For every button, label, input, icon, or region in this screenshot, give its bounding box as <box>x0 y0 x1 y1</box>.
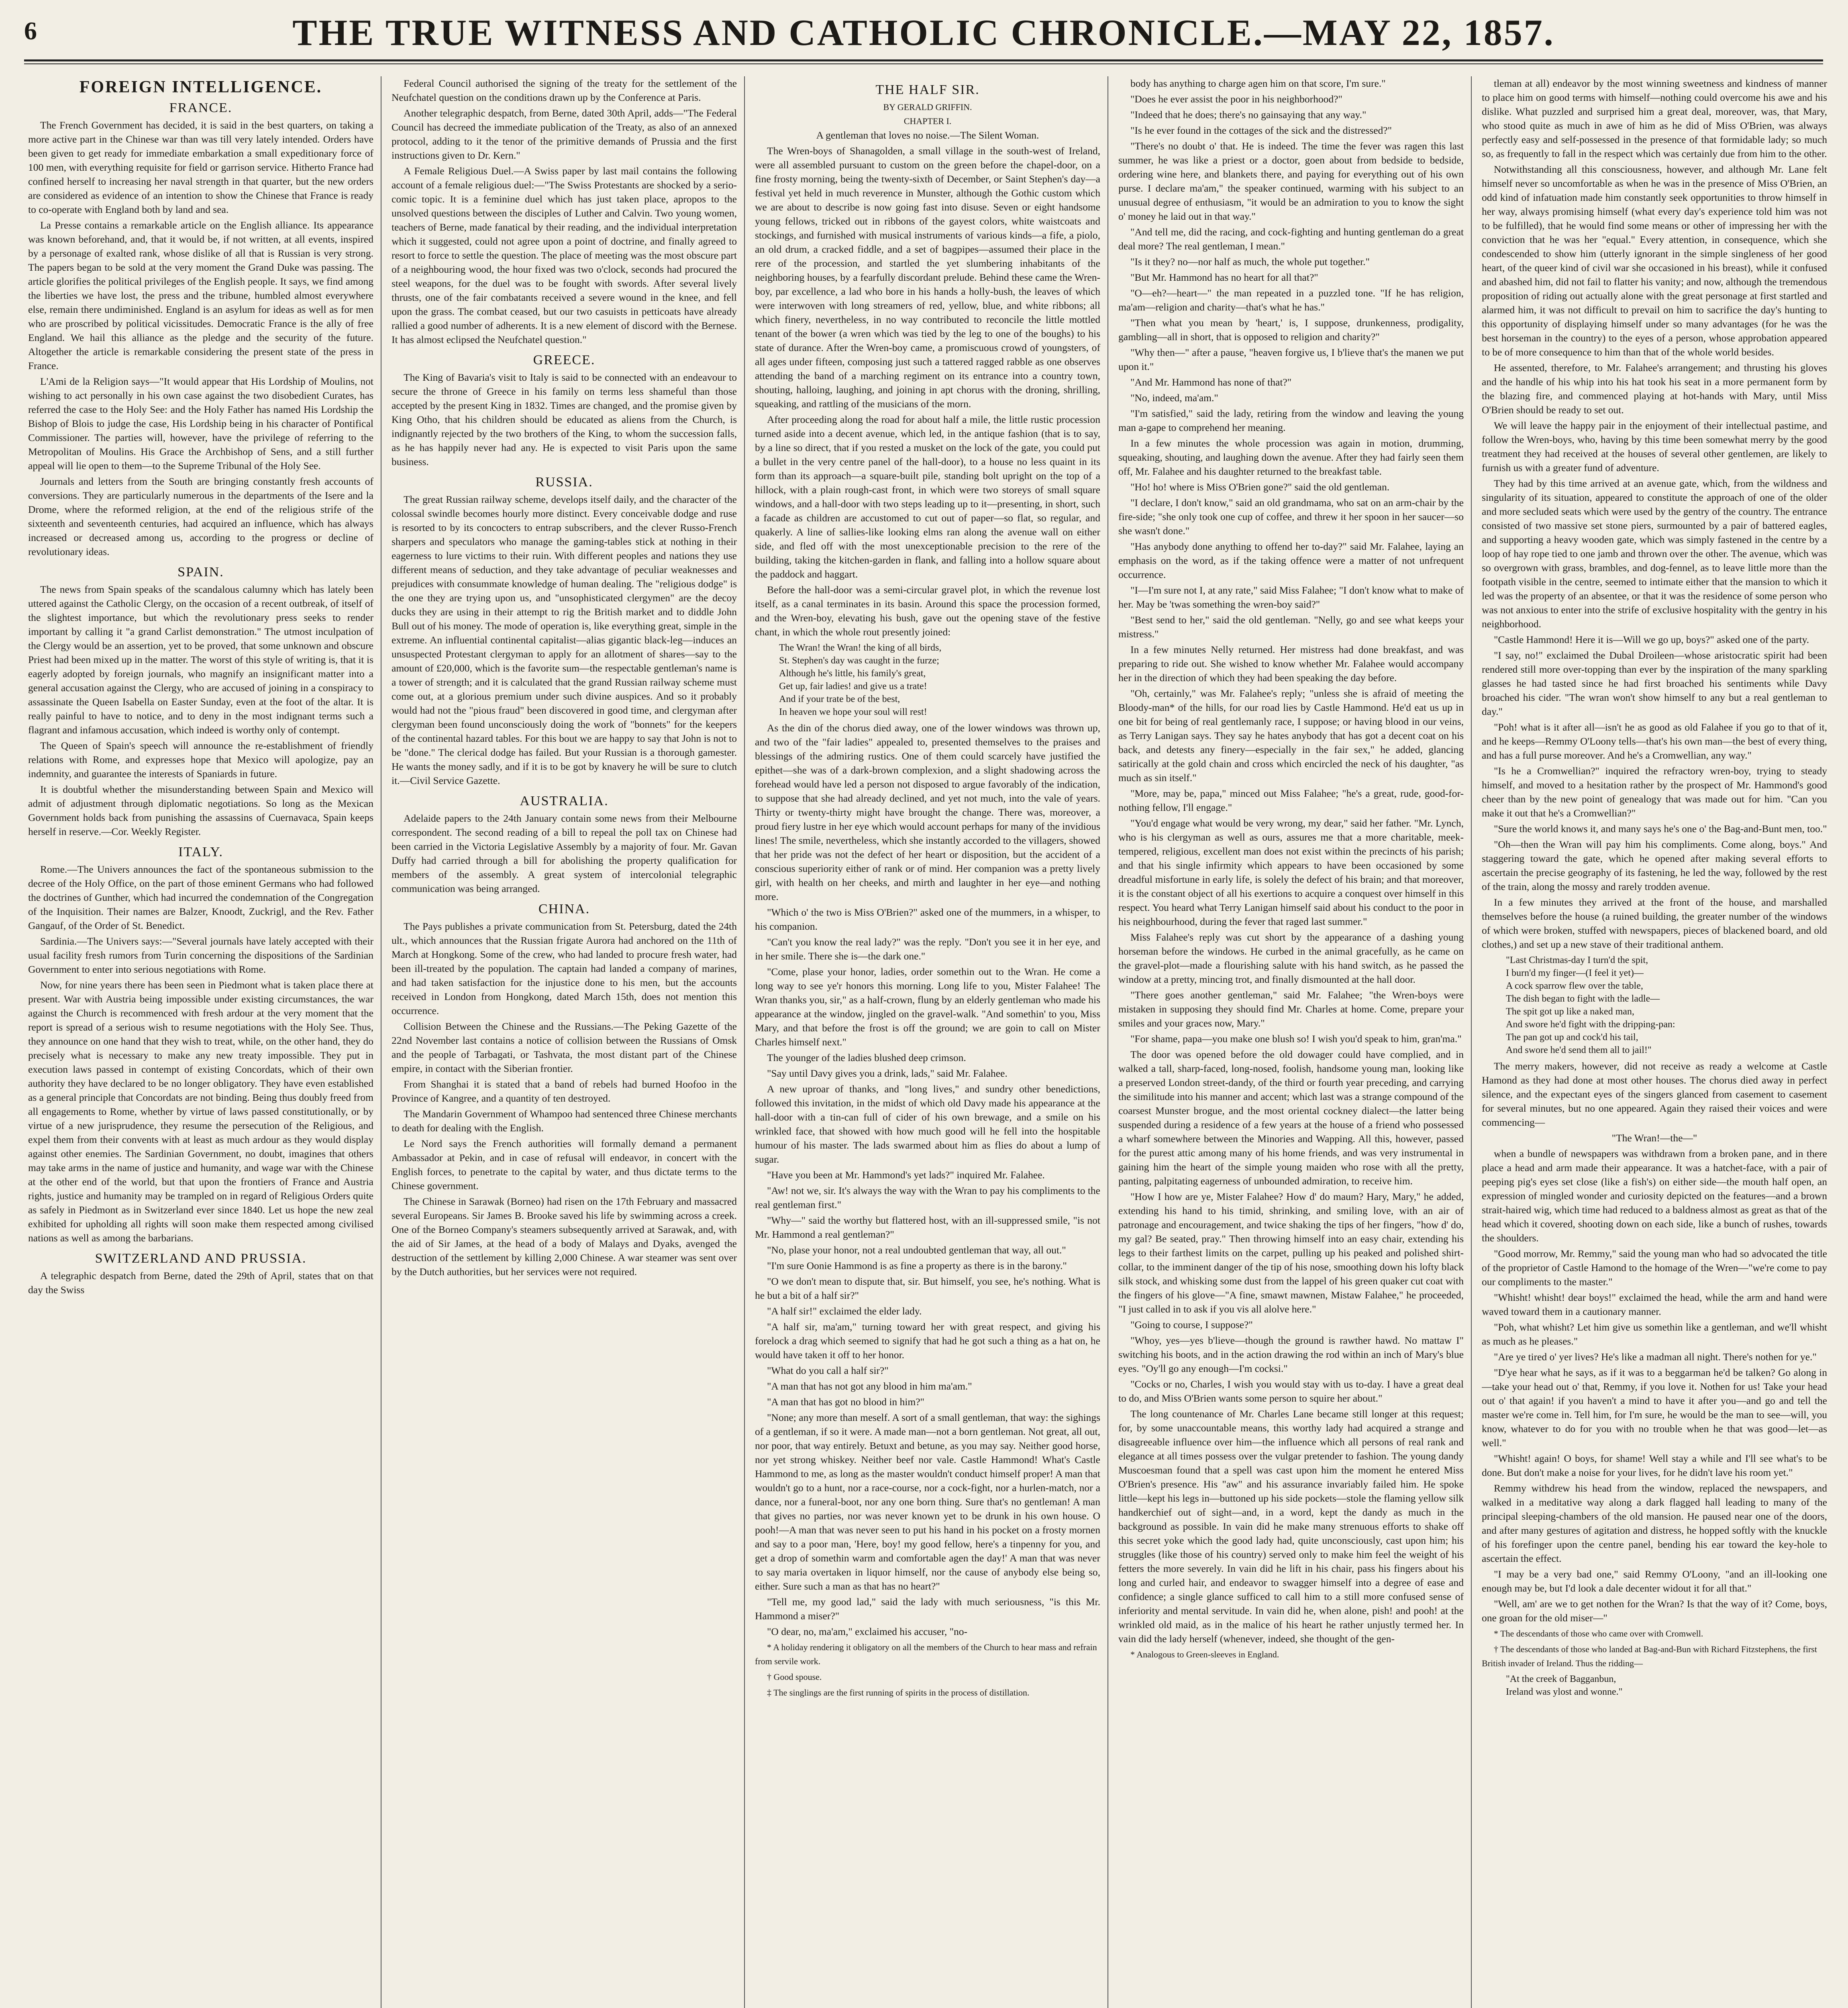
column-4 <box>1118 76 1464 2008</box>
footnote-verse <box>1498 1673 1811 1698</box>
paragraph: "Why then—" after a pause, "heaven forgive us, I b'lieve that's the manen we put upon it." <box>1118 347 1464 372</box>
heading-spain: SPAIN. <box>177 565 224 580</box>
paragraph: "O—eh?—heart—" the man repeated in a puzzled tone. "If he has religion, ma'am—religion and charity—that's what he has." <box>1118 287 1464 313</box>
paragraph: Le Nord says the French authorities will formally demand a permanent Ambassador at Pekin, and in case of refusal will endeavor, in concert with the English forces, to penetrate to the capital by water, and thus dictate terms to the Chinese government. <box>392 1138 737 1192</box>
paragraph: As the din of the chorus died away, one of the lower windows was thrown up, and two of the "fair ladies" appealed to, presented themselves to the praises and blessings of the admiring rustics. One of them could scarcely have justified the epithet—she was of a dark-brown complexion, and a slight shadowing across the forehead would have led a person not disposed to argue favorably of the indication, to suppose that she had already declined, and yet not much, into the vale of years. Thirty or twenty-thirty might have brought the change. There was, moreover, a proud fiery lustre in her eye which would account perhaps for many of the invidious lines! The smile, nevertheless, which she instantly accorded to the villagers, showed that her pride was not the defect of her heart or disposition, but the accident of a conscious superiority either of rank or of mind. Her companion was a pretty lively girl, with health on her cheeks, and mirth and laughter in her eye—and nothing more. <box>755 722 1100 902</box>
paragraph: The younger of the ladies blushed deep crimson. <box>767 1052 966 1063</box>
paragraph: "I declare, I don't know," said an old grandmama, who sat on an arm-chair by the fire-side; "she only took one cup of coffee, and threw it her spoon in her saucer—so she wasn't done." <box>1118 497 1464 537</box>
column-3 <box>755 76 1100 2008</box>
paragraph: "How I how are ye, Mister Falahee? How d' do maum? Hary, Mary," he added, extending his hand to his timid, shrinking, and smiling love, with an air of patronage and encouragement, and twice shaking the tips of her fingers, "how d' do, my gal? Be seated, pray." Then throwing himself into an easy chair, extending his legs to their farthest limits on the carpet, pulling up his peaked and polished shirt-collar, to the imminent danger of the tip of his nose, smoothing down his lofty black silk stock, and whisking some dust from the lappel of his green quaker cut coat with the fingers of his glove—"A fine, smawt mawnen, Mistaw Falahee," he proceeded, "I just called in to ask if you vis all alolve here." <box>1118 1191 1464 1315</box>
verse-line: I burn'd my finger—(I feel it yet)— <box>1506 968 1644 978</box>
paragraph: "Going to course, I suppose?" <box>1130 1319 1253 1331</box>
paragraph: "Poh! what is it after all—isn't he as good as old Falahee if you go to that of it, and he keeps—Remmy O'Loony tells—that's his own man—the best of every thing, and has a full purse moreover. And he's a Cromwellian, any way." <box>1482 721 1827 761</box>
paragraph: when a bundle of newspapers was withdrawn from a broken pane, and in there place a head and arm made their appearance. It was a hatchet-face, with a pair of peeping pig's eyes set close (like a fish's) on either side—the mouth half open, an expression of mingled wonder and curiosity depicted on the features—and a brown strait-haired wig, which time had reduced to a baldness almost as great as that of the head which it covered, shooting down on each side, like a bunch of rushes, towards the shoulders. <box>1482 1148 1827 1244</box>
paragraph: In a few minutes Nelly returned. Her mistress had done breakfast, and was preparing to ride out. She wished to know whether Mr. Falahee would accompany her in the direction of which they had been speaking the day before. <box>1118 644 1464 684</box>
section-heading-foreign-intelligence: FOREIGN INTELLIGENCE. <box>79 78 322 96</box>
paragraph: The Queen of Spain's speech will announce the re-establishment of friendly relations with Rome, and expresses hope that Mexico will apologize, pay an indemnity, and guarantee the interests of Spaniards in future. <box>28 740 373 780</box>
paragraph: "O we don't mean to dispute that, sir. But himself, you see, he's nothing. What is he but a bit of a half sir?" <box>755 1275 1100 1301</box>
paragraph: Federal Council authorised the signing of the treaty for the settlement of the Neufchatel question on the conditions drawn up by the Conference at Paris. <box>392 78 737 103</box>
paragraph: tleman at all) endeavor by the most winning sweetness and kindness of manner to place him on good terms with himself—nothing could overcome his awe and his dislike. What puzzled and surprised him a great deal, moreover, was, that Mary, who stood quite as much in awe of him as he did of Miss O'Brien, was always perfectly easy and self-possessed in the presence of that formidable lady; so much so, as frequently to fall in the respect which was certainly due from him to the other. <box>1482 78 1827 159</box>
paragraph: "More, may be, papa," minced out Miss Falahee; "he's a great, rude, good-for-nothing fellow, I'll engage." <box>1118 788 1464 813</box>
paragraph: Sardinia.—The Univers says:—"Several journals have lately accepted with their usual facility fresh rumors from Turin concerning the dispositions of the Sardinian Government to enter into serious negotiations with Rome. <box>28 935 373 975</box>
heading-china: CHINA. <box>538 902 590 916</box>
story-byline: BY GERALD GRIFFIN. <box>883 102 972 112</box>
verse-line: Ireland was ylost and wonne." <box>1506 1687 1623 1697</box>
paragraph: Notwithstanding all this consciousness, however, and although Mr. Lane felt himself never so uncomfortable as when he was in the presence of Miss O'Brien, an odd kind of infatuation made him constantly seek opportunities to throw himself in her way, always promising himself (what every day's experience told him was not to be fulfilled), that he would find some means or other of impressing her with the conviction that he was her "equal." Every attention, in consequence, which she condescended to show him (utterly ignorant in the simple singleness of her good heart, of the queer kind of civil war she occasioned in his breast), while it confused and abashed him, did not fail to flatter his vanity; and now, although the tremendous proposition of riding out actually alone with the great personage at first startled and alarmed him, it was not difficult to prevail on him to sacrifice the day's hunting to this opportunity of displaying himself under so many advantages (for he was the best horseman in the country) to the eyes of a person, whose approbation appeared to be of more consequence to him than that of the whole world besides. <box>1482 163 1827 358</box>
verse-line: A cock sparrow flew over the table, <box>1506 981 1643 991</box>
paragraph: The Mandarin Government of Whampoo had sentenced three Chinese merchants to death for dealing with the English. <box>392 1108 737 1134</box>
paragraph: "Is he a Cromwellian?" inquired the refractory wren-boy, trying to steady himself, and moved to a hesitation rather by the prospect of Mr. Hammond's good cheer than by the new point of genealogy that was made out for him. "Can you make it out that he's a Cromwellian?" <box>1482 765 1827 819</box>
verse-christmas-song <box>1498 954 1811 1057</box>
paragraph: "Say until Davy gives you a drink, lads," said Mr. Falahee. <box>767 1067 1008 1079</box>
paragraph: A telegraphic despatch from Berne, dated the 29th of April, states that on that day the Swiss <box>28 1270 373 1296</box>
paragraph: "Come, plase your honor, ladies, order somethin out to the Wran. He come a long way to see ye'r honors this morning. Long life to you, Mister Falahee! The Wran thanks you, sir," as a half-crown, flung by an elderly gentleman who made his appearance at the window, jingled on the gravel-walk. "And somethin' to you, Miss Mary, and that before the frost is off the ground; we are goin to call on Mister Charles himself next." <box>755 966 1100 1048</box>
paragraph: "Best send to her," said the old gentleman. "Nelly, go and see what keeps your mistress." <box>1118 614 1464 640</box>
paragraph: "I may be a very bad one," said Remmy O'Loony, "and an ill-looking one enough may be, but I'd look a dale decenter widout it for all that." <box>1482 1568 1827 1594</box>
paragraph: Journals and letters from the South are bringing constantly fresh accounts of conversions. They are particularly numerous in the departments of the Isere and la Drome, where the reformed religion, at the end of the religious strife of the sixteenth and seventeenth centuries, had acquired an influence, which has always increased or decreased among us, according to the progress or decline of revolutionary ideas. <box>28 475 373 557</box>
paragraph: It is doubtful whether the misunderstanding between Spain and Mexico will admit of adjustment through diplomatic negotiations. So long as the Mexican Government holds back from punishing the assassins of Cuernavaca, Spain keeps herself in reserve.—Cor. Weekly Register. <box>28 784 373 837</box>
footnote: * Analogous to Green-sleeves in England. <box>1130 1649 1279 1659</box>
paragraph: "And tell me, did the racing, and cock-fighting and hunting gentleman do a great deal more? The real gentleman, I mean." <box>1118 226 1464 252</box>
verse-line: The Wran! the Wran! the king of all birds, <box>779 643 942 653</box>
paragraph: A new uproar of thanks, and "long lives," and sundry other benedictions, followed this invitation, in the midst of which old Davy made his appearance at the hall-door with a tin-can full of cider of his own brewage, and a smile on his wrinkled face, that showed with how much good will he fell into the hospitable humour of his master. The lads swarmed about him as flies do about a lump of sugar. <box>755 1083 1100 1165</box>
paragraph: "Are ye tired o' yer lives? He's like a madman all night. There's nothen for ye." <box>1494 1351 1817 1363</box>
masthead <box>24 8 1823 68</box>
paragraph: "Oh—then the Wran will pay him his compliments. Come along, boys." And staggering toward the gate, which he opened after making several efforts to ascertain the precise geography of its fastening, he led the way, followed by the rest of the train, along the mossy and rarely trodden avenue. <box>1482 839 1827 892</box>
paragraph: "D'ye hear what he says, as if it was to a beggarman he'd be talken? Go along in—take your head out o' that, Remmy, if you love it. Nothen for us! Take your head out o' that again! if you haven't a mind to have it after you—and go and tell the master we're come in. Tell him, for I'm sure, he would be the man to see—will, you know, whatever to do for you with no trouble when he that was good—let—as well." <box>1482 1367 1827 1449</box>
verse-line: The dish began to fight with the ladle— <box>1506 994 1660 1004</box>
paragraph: They had by this time arrived at an avenue gate, which, from the wildness and singularity of its situation, appeared to constitute the approach of one of the older and more secluded seats which were used by the gentry of the country. The entrance consisted of two massive set stone piers, surmounted by a pair of battered eagles, and supporting a heavy wooden gate, which was simply fastened in the centre by a loop of hay rope tied to one jamb and thrown over the other. The avenue, which was so overgrown with grass, brambles, and dog-fennel, as to leave little more than the footpath visible in the centre, seemed to intimate either that the mansion to which it led was the property of an absentee, or that it was the residence of some person who was not anxious to enter into the strife of exclusive hospitality with the gentry in his neighborhood. <box>1482 478 1827 630</box>
paragraph: "Sure the world knows it, and many says he's one o' the Bag-and-Bunt men, too." <box>1494 823 1827 835</box>
paragraph: Miss Falahee's reply was cut short by the appearance of a dashing young horseman before the windows. He curbed in the animal gracefully, as he came on the gravel-plot—made a flourishing salute with his hand switch, as he passed the window at a pretty, mincing trot, and finally dismounted at the hall door. <box>1118 931 1464 985</box>
paragraph: "Which o' the two is Miss O'Brien?" asked one of the mummers, in a whisper, to his companion. <box>755 906 1100 932</box>
verse-line: And swore he'd send them all to jail!" <box>1506 1045 1652 1055</box>
chapter-heading: CHAPTER I. <box>904 116 952 126</box>
paragraph: The news from Spain speaks of the scandalous calumny which has lately been uttered against the Catholic Clergy, on the occasion of a recent outbreak, of itself of the slightest importance, but which the revolutionary press seeks to render important by calling it "a grand Carlist demonstration." The utmost inculpation of the Clergy would be an assertion, yet to be proved, that some unknown and obscure Priest had been mixed up in the matter. The worst of this style of writing is, that it is eagerly adopted by foreign journals, who magnify an insignificant matter into a general accusation against the Clergy, who are accused of joining in a conspiracy to assassinate the Queen Isabella on Easter Sunday, even at the foot of the altar. It is really painful to have to notice, and to deny in the most indignant terms such a flagrant and infamous accusation, which indeed is worthy only of contempt. <box>28 584 373 736</box>
footnote: † Good spouse. <box>767 1672 822 1682</box>
heading-italy: ITALY. <box>178 845 223 859</box>
paragraph: "A man that has got no blood in him?" <box>767 1396 924 1408</box>
column-1 <box>28 76 373 2008</box>
heading-switzerland-prussia: SWITZERLAND AND PRUSSIA. <box>95 1251 307 1266</box>
paragraph: "I—I'm sure not I, at any rate," said Miss Falahee; "I don't know what to make of her. May be 'twas something the wren-boy said?" <box>1118 584 1464 610</box>
paragraph: "I say, no!" exclaimed the Dubal Droileen—whose aristocratic spirit had been rendered still more over-topping than ever by the inspiration of the many sparkling glasses he had tasted since he had first broached his sentiments while Davy broached his cider. "The wran won't show himself to any but a real gentleman to day." <box>1482 649 1827 717</box>
paragraph: In a few minutes they arrived at the front of the house, and marshalled themselves before the house (a ruined building, the greater number of the windows of which were broken, stuffed with newspapers, pieces of blackened board, and old clothes,) and set up a new stave of their traditional anthem. <box>1482 896 1827 950</box>
masthead-rule-thin <box>24 63 1823 64</box>
paragraph: "Can't you know the real lady?" was the reply. "Don't you see it in her eye, and in her smile. There she is—the dark one." <box>755 936 1100 962</box>
paragraph: The merry makers, however, did not receive as ready a welcome at Castle Hamond as they had done at most other houses. The chorus died away in perfect silence, and the expectant eyes of the singers glanced from casement to casement for several minutes, but no one appeared. Again they raised their voices and were commencing— <box>1482 1060 1827 1128</box>
paragraph: "O dear, no, ma'am," exclaimed his accuser, "no- <box>767 1626 967 1637</box>
verse-line: Although he's little, his family's great, <box>779 668 926 679</box>
verse-line: Get up, fair ladies! and give us a trate! <box>779 681 927 692</box>
paragraph: "For shame, papa—you make one blush so! I wish you'd speak to him, gran'ma." <box>1130 1033 1462 1045</box>
heading-russia: RUSSIA. <box>535 475 593 490</box>
paragraph: The door was opened before the old dowager could have complied, and in walked a tall, sharp-faced, long-nosed, foolish, handsome young man, looking like a preserved London street-dandy, of the third or fourth year preceding, and carrying the similitude into his manner and accent; which last was a strange compound of the coarsest Munster brogue, and the most oriental cockney dialect—the latter being suspended during a residence of a few years at the house of a friend who possessed a wharf somewhere between the Minories and Wapping. All this, however, passed for the purest attic among many of his home friends, and was very instrumental in gaining him the heart of the simple young maiden who rose with all the pretty, panting, palpitating eagerness of unbounded admiration, to receive him. <box>1118 1049 1464 1187</box>
paragraph: "Does he ever assist the poor in his neighborhood?" <box>1130 93 1342 105</box>
paragraph: "What do you call a half sir?" <box>767 1365 889 1376</box>
paragraph: Now, for nine years there has been seen in Piedmont what is taken place there at present. War with Austria being impossible under existing circumstances, the war against the Church is recommenced with fresh ardour at the very moment that the report is spread of a serious wish to resume negotiations with the Holy See. Thus, they announce on one hand that they wish to treat, while, on the other hand, they do precisely what is necessary to make any new treaty impossible. They put in execution laws passed in contempt of existing Concordats, which of their own authority they have declared to be no longer obligatory. They have even established as a general principle that Concordats are not binding. Being thus doubly freed from all engagements to Rome, whether by virtue of laws passed constitutionally, or by virtue of a new jurisprudence, they resume the persecution of the Religious, and expel them from their convents with at least as much ardour as they would display against other enemies. The Sardinian Government, no doubt, imagines that others may take arms in the name of justice and humanity, and wage war with the Chinese at the other end of the world, but that upon the frontiers of France and Austria rights, justice and humanity may be trampled on in regard of Religious Orders quite as safely in Piedmont as in Switzerland ever since 1840. Let us hope the new zeal exhibited for upholding all rights will soon make them respected among civilised nations as well as among the barbarians. <box>28 979 373 1244</box>
verse-line: The spit got up like a naked man, <box>1506 1006 1634 1017</box>
columns <box>24 76 1827 2008</box>
paragraph: "A man that has not got any blood in him ma'am." <box>767 1380 972 1392</box>
paragraph: The Wren-boys of Shanagolden, a small village in the south-west of Ireland, were all assembled pursuant to custom on the green before the chapel-door, on a fine frosty morning, being the twenty-sixth of December, or Saint Stephen's day—a festival yet held in much reverence in Munster, although the Gothic custom which we are about to describe is now going fast into disuse. Seven or eight handsome young fellows, tricked out in ribbons of the gayest colors, white waistcoats and stockings, and furnished with musical instruments of various kinds—a fife, a piolo, an old drum, a cracked fiddle, and a set of bagpipes—assumed their place in the rere of the procession, and startled the yet slumbering inhabitants of the neighboring houses, by a fearfully discordant prelude. Behind these came the Wren-boy, par excellence, a lad who bore in his hands a holly-bush, the leaves of which were interwoven with long streamers of red, yellow, blue, and white ribbons; all which finery, nevertheless, in no way contributed to reconcile the little mottled tenant of the bower (a wren which was tied by the leg to one of the boughs) to his state of durance. After the Wren-boy came, a promiscuous crowd of youngsters, of all ages under fifteen, composing just such a tattered ragged rabble as one observes attending the band of a marching regiment on its entrance into a country town, shouting, halloing, laughing, and joining in apt chorus with the droning, shrilling, squeaking, and rattling of the musicians of the morn. <box>755 145 1100 410</box>
paragraph: "Good morrow, Mr. Remmy," said the young man who had so advocated the title of the proprietor of Castle Hamond to the homage of the Wren—"we're come to pay our compliments to the master." <box>1482 1248 1827 1288</box>
paragraph: Adelaide papers to the 24th January contain some news from their Melbourne correspondent. The second reading of a bill to repeal the poll tax on Chinese had been carried in the Victoria Legislative Assembly by a majority of four. Mr. Gavan Duffy had carried through a bill for abolishing the property qualification for members of the assembly. A great system of intercolonial telegraphic communication was being arranged. <box>392 812 737 894</box>
verse-line: St. Stephen's day was caught in the furze; <box>779 655 939 666</box>
column-rule <box>744 76 745 2008</box>
heading-greece: GREECE. <box>533 353 596 367</box>
paragraph: After proceeding along the road for about half a mile, the little rustic procession turned aside into a decent avenue, which led, in the antique fashion (that is to say, by a line so direct, that if you rested a musket on the lock of the gate, you could put a bullet in the very centre panel of the hall-door), to a house no less quaint in its form than its approach—a square-built pile, standing bolt upright on the top of a hillock, with a plain rough-cast front, in which were two storeys of small square windows, and a hall-door with two steps leading up to it—presenting, in short, such a facade as children are accustomed to cut out of paper—so flat, so regular, and quakerly. A line of sallies-like looking elms ran along the avenue wall on either side, and fled off with the most unexceptionable precision to the rere of the building, taking the kitchen-garden in flank, and falling into a hollow square about the paddock and haggart. <box>755 414 1100 580</box>
paragraph: "Has anybody done anything to offend her to-day?" said Mr. Falahee, laying an emphasis on the word, as if the taking offence were a matter of not unfrequent occurrence. <box>1118 541 1464 580</box>
paragraph: The long countenance of Mr. Charles Lane became still longer at this request; for, by some unaccountable means, this worthy lady had acquired a strange and disagreeable influence over him—the influence which all persons of real rank and elegance at all times possess over the vulgar pretender to fashion. The young dandy Muscoesman found that a spell was cast upon him the moment he entered Miss O'Brien's presence. His "aw" and his assurance invariably failed him. He spoke little—kept his legs in—buttoned up his side pockets—stole the flaming yellow silk handkerchief out of sight—and, in a word, kept the dandy as much in the background as possible. In vain did he make many strenuous efforts to shake off this secret yoke which the good lady had, quite unconsciously, cast upon him; his struggles (like those of his country) served only to make him feel the weight of his fetters the more severely. In vain did he lift in his chair, pass his fingers about his long and curled hair, and endeavor to swagger himself into a degree of ease and confidence; a single glance sufficed to call him to a still more confused sense of inferiority and mental servitude. In vain did he, when alone, pish! and pooh! at the wrinkled old maid, as in the malice of his heart he rather unjustly termed her. In vain did the lady herself (whenever, indeed, she thought of the gen- <box>1118 1408 1464 1645</box>
paragraph: "Is he ever found in the cottages of the sick and the distressed?" <box>1130 124 1392 136</box>
verse-line: And swore he'd fight with the dripping-pan: <box>1506 1019 1675 1030</box>
verse-line: "At the creek of Bagganbun, <box>1506 1674 1616 1684</box>
footnote: * A holiday rendering it obligatory on all the members of the Church to hear mass and refrain from servile work. <box>755 1642 1097 1666</box>
paragraph: From Shanghai it is stated that a band of rebels had burned Hoofoo in the Province of Kangree, and a quantity of ten destroyed. <box>392 1078 737 1104</box>
heading-australia: AUSTRALIA. <box>520 794 609 808</box>
paragraph: Before the hall-door was a semi-circular gravel plot, in which the revenue lost itself, as a canal terminates in its basin. Around this space the procession formed, and the Wren-boy, elevating his bush, gave out the opening stave of the festive chant, in which the whole rout presently joined: <box>755 584 1100 638</box>
paragraph: "Whoy, yes—yes b'lieve—though the ground is rawther hawd. No mattaw I" switching his boots, and in the action drawing the rod within an inch of Mary's blue eyes. "Oy'll go any enough—I'm cocksi." <box>1118 1335 1464 1374</box>
story-title: THE HALF SIR. <box>875 82 980 97</box>
paragraph: "I'm satisfied," said the lady, retiring from the window and leaving the young man a-gape to comprehend her meaning. <box>1118 408 1464 433</box>
verse-line: And if your trate be of the best, <box>779 694 900 704</box>
paragraph: body has anything to charge agen him on that score, I'm sure." <box>1130 78 1386 89</box>
footnote: ‡ The singlings are the first running of spirits in the process of distillation. <box>767 1688 1030 1698</box>
paragraph: "Why—" said the worthy but flattered host, with an ill-suppressed smile, "is not Mr. Hammond a real gentleman?" <box>755 1214 1100 1240</box>
paragraph: The Pays publishes a private communication from St. Petersburg, dated the 24th ult., which announces that the Russian frigate Aurora had anchored on the 11th of March at Hongkong. Some of the crew, who had landed to procure fresh water, had been ill-treated by the population. The captain had landed a company of marines, and had taken satisfaction for the injustice done to his men, but the accounts received in London from Hongkong, dated March 15th, does not mention this occurrence. <box>392 920 737 1016</box>
paragraph: "Poh, what whisht? Let him give us somethin like a gentleman, and we'll whisht as much as he pleases." <box>1482 1321 1827 1347</box>
paragraph: We will leave the happy pair in the enjoyment of their intellectual pastime, and follow the Wren-boys, who, having by this time been somewhat merry by the good treatment they had received at the houses of several other gentlemen, are likely to furnish us with a greater fund of adventure. <box>1482 420 1827 473</box>
paragraph: "Then what you mean by 'heart,' is, I suppose, drunkenness, prodigality, gambling—all in short, that is opposed to religion and charity?" <box>1118 317 1464 343</box>
heading-france: FRANCE. <box>169 100 233 115</box>
column-2 <box>392 76 737 2008</box>
paragraph: "A half sir!" exclaimed the elder lady. <box>767 1305 922 1317</box>
paragraph: Collision Between the Chinese and the Russians.—The Peking Gazette of the 22nd November last contains a notice of collision between the Russians of Omsk and the people of Tarbagati, or Tashvata, the most distant part of the Chinese empire, in contact with the Siberian frontier. <box>392 1020 737 1074</box>
paragraph: "Aw! not we, sir. It's always the way with the Wran to pay his compliments to the real gentleman first." <box>755 1185 1100 1210</box>
paragraph: "No, plase your honor, not a real undoubted gentleman that way, all out." <box>767 1244 1066 1256</box>
paragraph: Rome.—The Univers announces the fact of the spontaneous submission to the decree of the Holy Office, on the part of those eminent Germans who had followed the doctrines of Gunther, which had incurred the condemnation of the Congregation of the Inquisition. Their names are Balzer, Knoodt, Zuckrigl, and the Rev. Father Gangauf, of the Order of St. Benedict. <box>28 863 373 931</box>
paragraph: A Female Religious Duel.—A Swiss paper by last mail contains the following account of a female religious duel:—"The Swiss Protestants are shocked by a serio-comic topic. It is a feminine duel which has just taken place, apropos to the unsolved questions between the disciples of Luther and Calvin. Two young women, teachers of Berne, made fanatical by their reading, and the individual interpretation which it suggested, could not agree upon a point of doctrine, and finally agreed to resort to force to settle the question. The place of meeting was the most obscure part of a neighbouring wood, the hour fixed was two o'clock, seconds had procured the steel weapons, for the duel was to be fought with swords. After several lively thrusts, one of the fair combatants received a severe wound in the knee, and fell upon the grass. The combat ceased, but our two casuists in petticoats have already rallied a good number of adherents. It is a new element of discord with the Bernese. It has almost eclipsed the Neufchatel question." <box>392 165 737 345</box>
epigraph: A gentleman that loves no noise.—The Silent Woman. <box>816 129 1039 141</box>
paragraph: "There goes another gentleman," said Mr. Falahee; "the Wren-boys were mistaken in supposing they should find Mr. Charles at home. Come, prepare your smiles and your graces now, Mary." <box>1118 989 1464 1029</box>
footnote: * The descendants of those who came over with Cromwell. <box>1494 1628 1703 1639</box>
paragraph: Remmy withdrew his head from the window, replaced the newspapers, and walked in a meditative way along a dark flagged hall leading to many of the principal sleeping-chambers of the old mansion. He paused near one of the doors, and after many gestures of agitation and distress, he hopped softly with the knuckle of his forefinger upon the centre panel, bending his ear toward the key-hole to ascertain the effect. <box>1482 1482 1827 1564</box>
paragraph: "Whisht! again! O boys, for shame! Well stay a while and I'll see what's to be done. But don't make a noise for your lives, for he didn't lave his room yet." <box>1482 1453 1827 1478</box>
paragraph: In a few minutes the whole procession was again in motion, drumming, squeaking, shouting, and laughing down the avenue. After they had fairly seen them off, Mr. Falahee and his daughter returned to the breakfast table. <box>1118 437 1464 477</box>
paragraph: "I'm sure Oonie Hammond is as fine a property as there is in the barony." <box>767 1260 1067 1271</box>
footnote: † The descendants of those who landed at Bag-and-Bun with Richard Fitzstephens, the first British invader of Ireland. Thus the ridding— <box>1482 1644 1817 1668</box>
paragraph: "There's no doubt o' that. He is indeed. The time the fever was ragen this last summer, he was like a priest or a doctor, goen about from bedside to bedside, ordering wine here, and blankets there, and paying for everything out of his own purse. I declare ma'am," the speaker continued, warming with his subject to an unusual degree of enthusiasm, "it would be an admiration to you to know the sight o' money he laid out in that way." <box>1118 140 1464 222</box>
paragraph: "Oh, certainly," was Mr. Falahee's reply; "unless she is afraid of meeting the Bloody-man* of the hills, for our road lies by Castle Hammond. He'd eat us up in one bit for being of real gentlemanly race, I suppose; or having blood in our veins, as Terry Lanigan says. They say he hates anybody that has got a decent coat on his back, and detests any finery—especially in the fair sex," he added, glancing satirically at the gold chain and cross which encircled the neck of his daughter, "as much as sin itself." <box>1118 688 1464 784</box>
paragraph: The French Government has decided, it is said in the best quarters, on taking a more active part in the Chinese war than was till very lately intended. Orders have been given to get ready for immediate embarkation a small expeditionary force of 100 men, with everything requisite for field or garrison service. Hitherto France had confined herself to increasing her naval strength in that quarter, but the new orders are considered as evidence of an intention to show the Chinese that France is ready to co-operate with England both by land and sea. <box>28 119 373 215</box>
paragraph: "Castle Hammond! Here it is—Will we go up, boys?" asked one of the party. <box>1494 634 1809 645</box>
paragraph: "No, indeed, ma'am." <box>1130 392 1218 404</box>
paragraph: "Is it they? no—nor half as much, the whole put together." <box>1130 256 1370 267</box>
paragraph: "Tell me, my good lad," said the lady with much seriousness, "is this Mr. Hammond a miser?" <box>755 1596 1100 1622</box>
paragraph: Another telegraphic despatch, from Berne, dated 30th April, adds—"The Federal Council has decreed the immediate publication of the Treaty, as also of an annexed protocol, adding to it the tenor of the primitive demands of Prussia and the first instructions given to Dr. Kern." <box>392 107 737 161</box>
paragraph: "Whisht! whisht! dear boys!" exclaimed the head, while the arm and hand were waved toward them in a cautionary manner. <box>1482 1292 1827 1317</box>
newspaper-title: THE TRUE WITNESS AND CATHOLIC CHRONICLE.—MAY 22, 1857. <box>292 12 1555 53</box>
paragraph: "None; any more than meself. A sort of a small gentleman, that way: the sighings of a gentleman, if so it were. A made man—not a born gentleman. Not great, all out, nor poor, that way entirely. Betuxt and betune, as you may say. Neither good horse, nor yet strong whiskey. Neither beef nor vale. Castle Hammond! What's Castle Hammond to me, as long as the master wouldn't conduct himself proper! A man that wouldn't go to a hunt, nor a race-course, nor a cock-fight, nor a hurlen-match, nor a dance, nor a funeral-boot, nor any one born thing. Sure that's no gentleman! A man that gives no parties, nor was never known yet to be drunk in his own house. O pooh!—A man that was never seen to put his hand in his pocket on a frosty mornen and say to a poor man, 'Here, boy! my good fellow, here's a tinpenny for you, and get a drop of somethin warm and comfortable agen the day!' A man that was never to say maria overtaken in liquor himself, nor the cause of anybody else being so, either. Sure such a man as that has no heart?" <box>755 1412 1100 1592</box>
column-5 <box>1482 76 1827 2008</box>
paragraph: He assented, therefore, to Mr. Falahee's arrangement; and thrusting his gloves and the handle of his whip into his hat took his seat in a more permanent form by the blazing fire, and commenced playing at hot-hands with Mary, until Miss O'Brien should be ready to set out. <box>1482 362 1827 416</box>
verse-line: The pan got up and cock'd his tail, <box>1506 1032 1638 1043</box>
verse-line: In heaven we hope your soul will rest! <box>779 707 927 717</box>
masthead-rule <box>24 59 1823 61</box>
paragraph: The great Russian railway scheme, develops itself daily, and the character of the colossal swindle becomes hourly more distinct. Every conceivable dodge and ruse is resorted to by its concocters to entrap subscribers, and the clever Russo-French sharpers and speculators who manage the gaming-tables stick at nothing in their eagerness to lure victims to their ruin. With different peoples and nations they use different means of seduction, and they take advantage of peculiar weaknesses and prejudices with consummate knowledge of human dealing. The "religious dodge" is the one they are trying upon us, and "unsophisticated clergymen" are the decoy ducks they are using in their attempt to rig the British market and to diddle John Bull out of his money. The mode of operation is, like everything great, simple in the extreme. An influential continental capitalist—alias gigantic black-leg—induces an unsuspected Protestant clergyman to apply for an allotment of shares—say to the amount of £20,000, which is the favorite sum—the respectable gentleman's name is a tower of strength; and it is calculated that the grand Russian railway scheme must come out, at a glorious premium under such divine auspices. And so it probably would had not the "pious fraud" been discovered in good time, and clergyman after clergyman been found unconsciously doing the work of "bonnets" for the keepers of the continental hazard tables. For this bout we are happy to say that John is not to be "done." The clerical dodge has failed. But your Russian is a thorough gamester. He wants the money sadly, and if it is to be got by knavery he will be sure to clutch it.—Civil Service Gazette. <box>392 494 737 786</box>
verse-line: "Last Christmas-day I turn'd the spit, <box>1506 955 1648 965</box>
page-number: 6 <box>24 16 37 45</box>
paragraph: "And Mr. Hammond has none of that?" <box>1130 376 1292 388</box>
column-rule <box>1471 76 1472 2008</box>
paragraph: The Chinese in Sarawak (Borneo) had risen on the 17th February and massacred several Europeans. Sir James B. Brooke saved his life by swimming across a creek. One of the Borneo Company's steamers subsequently arrived at Sarawak, and, with the aid of Sir James, at the head of a body of Malays and Dyaks, avenged the destruction of the settlement by killing 2,000 Chinese. A war steamer was sent over by the Dutch authorities, but her services were not required. <box>392 1196 737 1277</box>
paragraph: "You'd engage what would be very wrong, my dear," said her father. "Mr. Lynch, who is his clergyman as well as ours, assures me that a more charitable, meek-tempered, religious, excellent man does not exist within the precincts of his parish; and that his single infirmity which appears to have been occasioned by some dreadful misfortune in early life, is solely the defect of his brain; and that moreover, it is the constant object of all his exertions to acquire a conquest over himself in this respect. You heard what Terry Lanigan himself said about his conduct to the poor in his neighbourhood, during the fever that raged last summer." <box>1118 817 1464 927</box>
paragraph: "But Mr. Hammond has no heart for all that?" <box>1130 271 1318 283</box>
verse-wren-song <box>771 641 1084 718</box>
paragraph: "Ho! ho! where is Miss O'Brien gone?" said the old gentleman. <box>1130 481 1390 493</box>
paragraph: "The Wran!—the—" <box>1611 1132 1697 1144</box>
paragraph: La Presse contains a remarkable article on the English alliance. Its appearance was known beforehand, and, that it would be, if not written, at all events, inspired by a personage of exalted rank, whose dislike of all that is Russian is very strong. The papers began to be sold at the very moment the Grand Duke was passing. The article glorifies the political privileges of the English people. It says, we find among the liberties we have lost, the press and the tribune, humbled almost everywhere else, remain there undiminished. England is an asylum for ideas as well as for men who are proscribed by political vicissitudes. Democratic France is the ally of free England. We hail this alliance as the pledge and the security of the future. Altogether the article is remarkable considering the present state of the press in France. <box>28 219 373 371</box>
paragraph: The King of Bavaria's visit to Italy is said to be connected with an endeavour to secure the throne of Greece in his family on terms less shameful than those accepted by the present King in 1832. Times are changed, and the promise given by King Otho, that his children should be educated as aliens from the Church, is indignantly rejected by the two brothers of the King, to whom the succession falls, as he has happily never had any. He is expected to visit Paris upon the same business. <box>392 371 737 467</box>
paragraph: "Have you been at Mr. Hammond's yet lads?" inquired Mr. Falahee. <box>767 1169 1045 1181</box>
paragraph: "Cocks or no, Charles, I wish you would stay with us to-day. I have a great deal to do, and Miss O'Brien wants some person to squire her about." <box>1118 1378 1464 1404</box>
paragraph: L'Ami de la Religion says—"It would appear that His Lordship of Moulins, not wishing to act personally in his own case against the two disobedient Curates, has referred the case to the Holy See: and the Holy Father has named His Lordship the Bishop of Blois to judge the case, His Lordship being in his character of Pontifical Commissioner. The parties will, however, have the privilege of referring to the Metropolitan of Moulins. His Grace the Archbishop of Sens, and a still further appeal will lie open to them—to the Supreme Tribunal of the Holy See. <box>28 375 373 471</box>
paragraph: "A half sir, ma'am," turning toward her with great respect, and giving his forelock a drag which seemed to signify that had he got such a thing as a hat on, he would have taken it off to her honor. <box>755 1321 1100 1361</box>
paragraph: "Indeed that he does; there's no gainsaying that any way." <box>1130 109 1367 120</box>
paragraph: "Well, am' are we to get nothen for the Wran? Is that the way of it? Come, boys, one groan for the old miser—" <box>1482 1598 1827 1624</box>
